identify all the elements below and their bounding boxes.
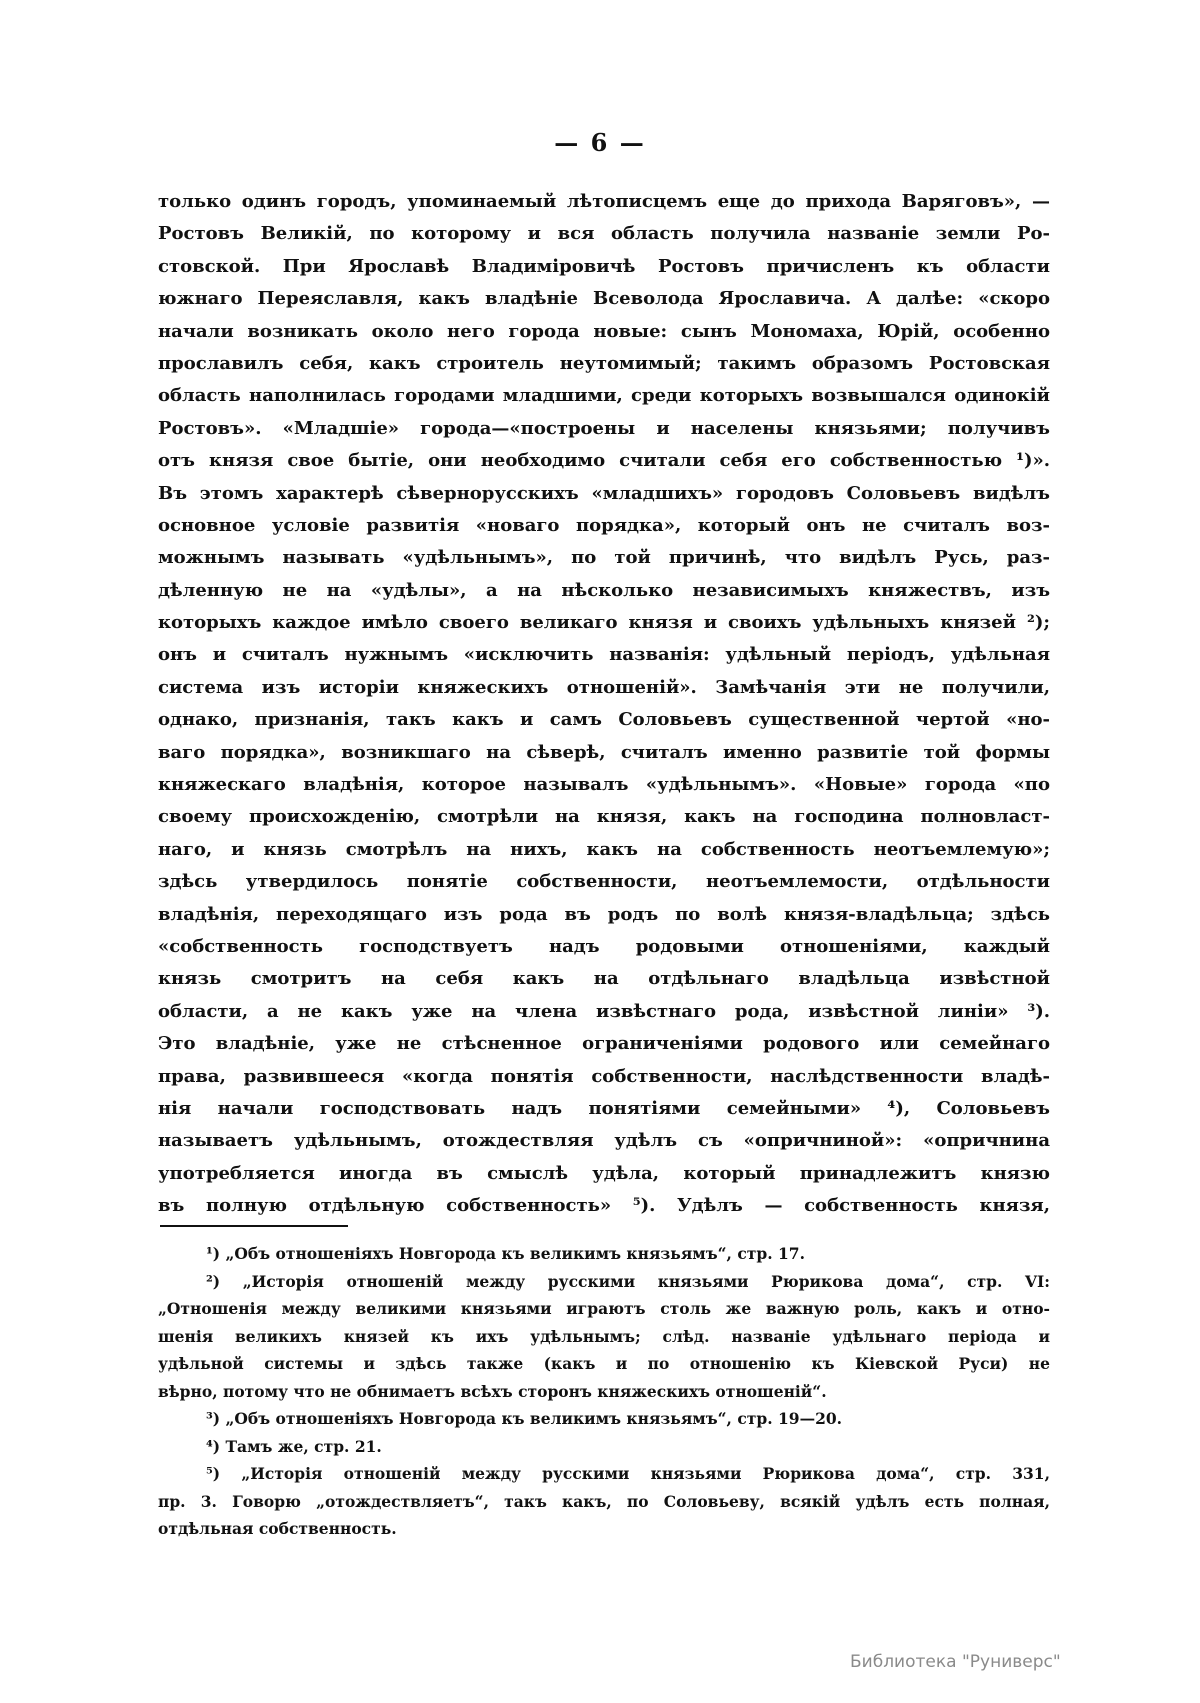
footnote-line: ¹) „Объ отношеніяхъ Новгорода къ великимъ князьямъ“, стр. 17. [206,1244,805,1263]
text-line: южнаго Переяславля, какъ владѣніе Всеволода Ярославича. А далѣе: «скоро [158,288,1050,310]
text-line: основное условіе развитія «новаго порядка», который онъ не считалъ воз- [158,514,1050,536]
footnote-4 [158,1433,1050,1461]
text-line: Въ этомъ характерѣ сѣвернорусскихъ «младшихъ» городовъ Соловьевъ видѣлъ [158,482,1050,504]
text-line: нія начали господствовать надъ понятіями семейными» ⁴), Соловьевъ [158,1097,1050,1119]
text-line: области, а не какъ уже на члена извѣстнаго рода, извѣстной линіи» ³). [158,1000,1050,1022]
footnote-line: ²) „Исторія отношеній между русскими князьями Рюрикова дома“, стр. VI: [206,1271,1050,1291]
text-line: владѣнія, переходящаго изъ рода въ родъ по волѣ князя-владѣльца; здѣсь [158,903,1050,925]
text-line: Ростовъ». «Младшіе» города—«построены и населены князьями; получивъ [158,417,1050,439]
text-line: здѣсь утвердилось понятіе собственности, неотъемлемости, отдѣльности [158,871,1050,893]
footnotes [158,1240,1050,1543]
text-line: начали возникать около него города новые: сынъ Мономаха, Юрій, особенно [158,320,1050,342]
text-line: «собственность господствуетъ надъ родовыми отношеніями, каждый [158,935,1050,957]
text-line: въ полную отдѣльную собственность» ⁵). Удѣлъ — собственность князя, [158,1195,1050,1217]
footnote-line: ⁵) „Исторія отношеній между русскими князьями Рюрикова дома“, стр. 331, [206,1464,1050,1483]
text-line: стовской. При Ярославѣ Владиміровичѣ Ростовъ причисленъ къ области [158,255,1050,277]
text-line: княжескаго владѣнія, которое называлъ «удѣльнымъ». «Новые» города «по [158,774,1050,796]
text-line: только одинъ городъ, упоминаемый лѣтописцемъ еще до прихода Варяговъ», — [158,191,1050,212]
footnote-line: пр. 3. Говорю „отождествляетъ“, такъ какъ, по Соловьеву, всякій удѣлъ есть полная, [158,1491,1050,1511]
text-line: отъ князя свое бытіе, они необходимо считали себя его собственностью ¹)». [158,450,1050,472]
text-line: онъ и считалъ нужнымъ «исключить названія: удѣльный періодъ, удѣльная [158,644,1050,666]
footnote-line: удѣльной системы и здѣсь также (какъ и по отношенію къ Кіевской Руси) не [158,1354,1050,1373]
text-line: князь смотритъ на себя какъ на отдѣльнаго владѣльца извѣстной [158,968,1050,990]
text-line: ваго порядка», возникшаго на сѣверѣ, считалъ именно развитіе той формы [158,741,1050,763]
footnote-line: ³) „Объ отношеніяхъ Новгорода къ великимъ князьямъ“, стр. 19—20. [206,1409,843,1428]
footnote-line: отдѣльная собственность. [158,1519,397,1538]
text-line: называетъ удѣльнымъ, отождествляя удѣлъ съ «опричниной»: «опричнина [158,1130,1050,1152]
body-text [158,186,1050,1223]
footnote-line: шенія великихъ князей къ ихъ удѣльнымъ; слѣд. названіе удѣльнаго періода и [158,1326,1050,1346]
text-line: Это владѣніе, уже не стѣсненное ограниченіями родового или семейнаго [158,1033,1050,1055]
text-line: употребляется иногда въ смыслѣ удѣла, который принадлежитъ князю [158,1162,1050,1184]
text-line: однако, признанія, такъ какъ и самъ Соловьевъ существенной чертой «но- [158,709,1050,731]
library-watermark: Библиотека "Руниверс" [850,1652,1061,1672]
text-line: дѣленную не на «удѣлы», а на нѣсколько независимыхъ княжествъ, изъ [158,579,1050,601]
text-line: область наполнилась городами младшими, среди которыхъ возвышался одинокій [158,385,1050,407]
footnote-1 [158,1240,1050,1268]
footnote-2 [158,1268,1050,1406]
text-line: права, развившееся «когда понятія собственности, наслѣдственности владѣ- [158,1065,1050,1087]
footnote-line: ⁴) Тамъ же, стр. 21. [206,1436,382,1456]
footnote-line: „Отношенія между великими князьями играютъ столь же важную роль, какъ и отно- [158,1299,1050,1318]
footnote-line: вѣрно, потому что не обнимаетъ всѣхъ сторонъ княжескихъ отношеній“. [158,1381,827,1401]
text-line: наго, и князь смотрѣлъ на нихъ, какъ на собственность неотъемлемую»; [158,838,1050,860]
text-line: Ростовъ Великій, по которому и вся область получила названіе земли Ро- [158,223,1050,245]
footnote-5 [158,1460,1050,1543]
text-line: своему происхожденію, смотрѣли на князя, какъ на господина полновласт- [158,806,1050,828]
text-line: прославилъ себя, какъ строитель неутомимый; такимъ образомъ Ростовская [158,352,1050,374]
text-line: система изъ исторіи княжескихъ отношеній». Замѣчанія эти не получили, [158,676,1050,698]
page-number: — 6 — [554,128,646,157]
footnote-separator [160,1225,348,1227]
text-line: которыхъ каждое имѣло своего великаго князя и своихъ удѣльныхъ князей ²); [158,612,1050,634]
text-line: можнымъ называть «удѣльнымъ», по той причинѣ, что видѣлъ Русь, раз- [158,547,1050,569]
footnote-3 [158,1405,1050,1433]
